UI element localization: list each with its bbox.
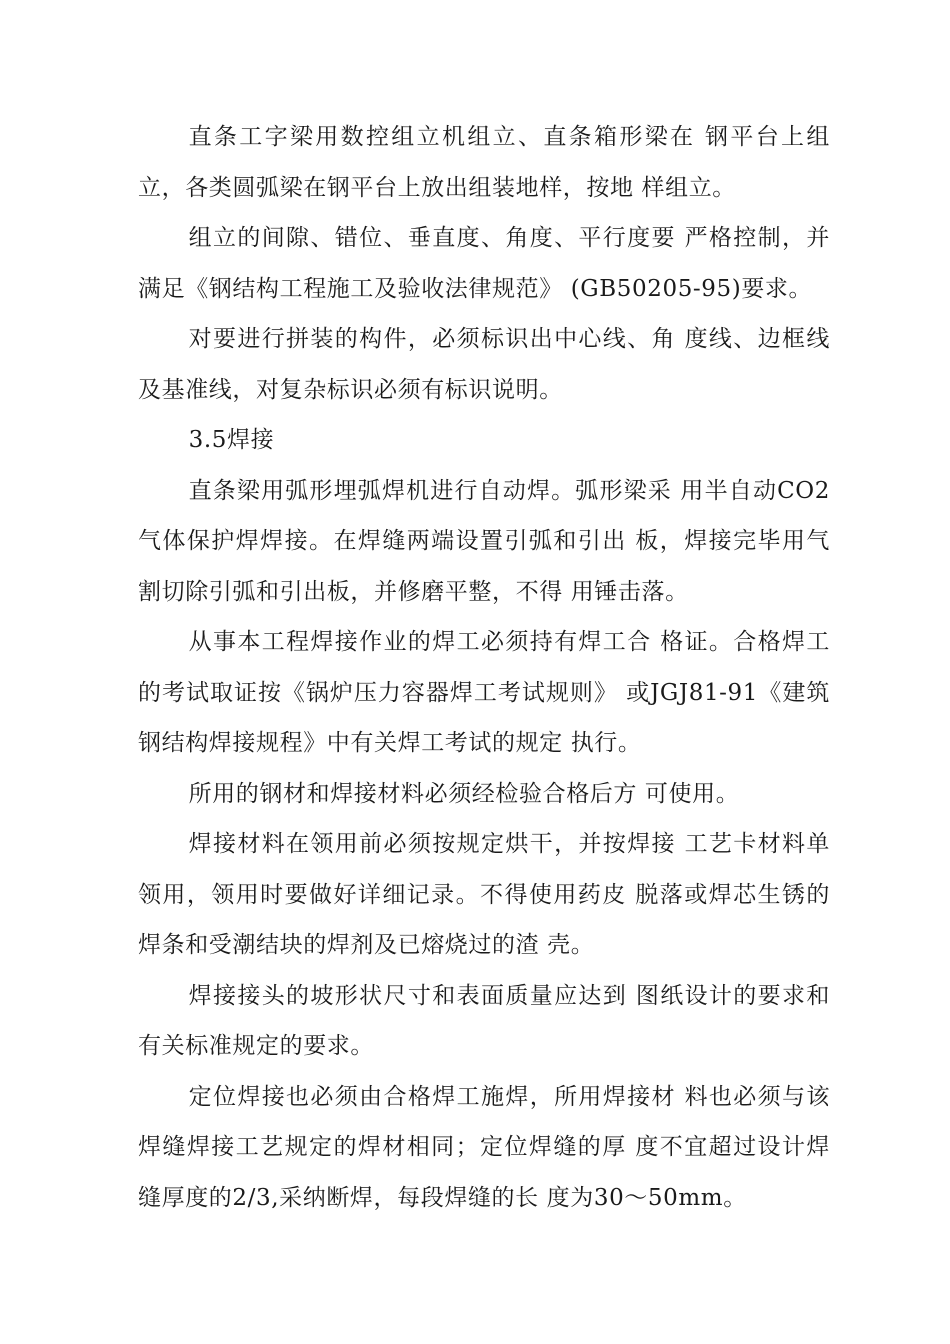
paragraph-material-inspection: 所用的钢材和焊接材料必须经检验合格后方 可使用。 [188, 780, 740, 807]
paragraph-marking-lines: 对要进行拼装的构件，必须标识出中心线、角 度线、边框线及基准线，对复杂标识必须有标识说明。 [138, 326, 830, 403]
paragraph-joint-quality: 焊接接头的坡形状尺寸和表面质量应达到 图纸设计的要求和有关标准规定的要求。 [138, 982, 830, 1059]
paragraph-assembly-method: 直条工字梁用数控组立机组立、直条箱形梁在 钢平台上组立，各类圆弧梁在钢平台上放出组装地样，按地 样组立。 [138, 124, 830, 201]
paragraph-welding-method: 直条梁用弧形埋弧焊机进行自动焊。弧形梁采 用半自动CO2气体保护焊焊接。在焊缝两端设置引弧和引出 板，焊接完毕用气割切除引弧和引出板，并修磨平整，不得 用锤击落。 [138, 477, 830, 605]
paragraph-welder-certification: 从事本工程焊接作业的焊工必须持有焊工合 格证。合格焊工的考试取证按《锅炉压力容器焊工考试规则》 或JGJ81-91《建筑钢结构焊接规程》中有关焊工考试的规定 执行。 [138, 629, 830, 756]
paragraph-material-drying: 焊接材料在领用前必须按规定烘干，并按焊接 工艺卡材料单领用，领用时要做好详细记录。不得使用药皮 脱落或焊芯生锈的焊条和受潮结块的焊剂及已熔烧过的渣 壳。 [138, 831, 830, 958]
section-heading-welding: 3.5焊接 [188, 427, 275, 453]
paragraph-tack-welding: 定位焊接也必须由合格焊工施焊，所用焊接材 料也必须与该焊缝焊接工艺规定的焊材相同；定位焊缝的厚 度不宜超过设计焊缝厚度的2/3,采纳断焊，每段焊缝的长 度为30〜50mm。 [138, 1083, 830, 1211]
paragraph-assembly-tolerance: 组立的间隙、错位、垂直度、角度、平行度要 严格控制，并满足《钢结构工程施工及验收法律规范》 (GB50205-95)要求。 [138, 225, 830, 302]
document-page [138, 112, 830, 1223]
